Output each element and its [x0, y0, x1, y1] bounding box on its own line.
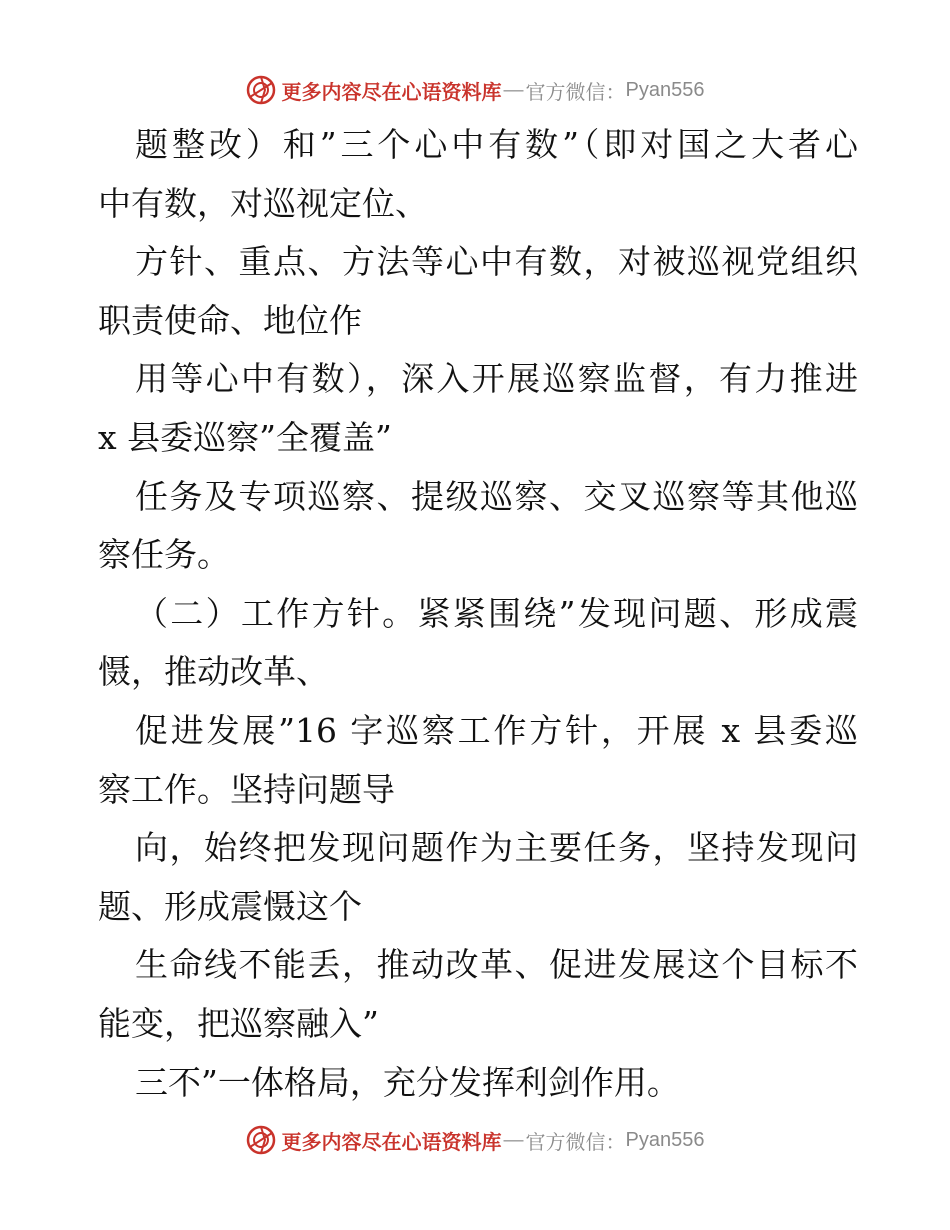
watermark-wechat-id: Pyan556 [625, 1128, 705, 1151]
text-line: 职责使命、地位作 [98, 300, 362, 340]
text-line: 促进发展”16 字巡察工作方针，开展 x 县委巡 [135, 710, 858, 750]
text-line: 三不”一体格局，充分发挥利剑作用。 [135, 1062, 680, 1102]
text-line: x 县委巡察”全覆盖” [98, 417, 392, 457]
document-body [98, 116, 858, 1112]
brand-logo-icon [246, 75, 276, 105]
text-line: 察工作。坚持问题导 [98, 769, 395, 809]
text-line: 方针、重点、方法等心中有数，对被巡视党组织 [135, 242, 858, 282]
text-line: 能变，把巡察融入” [98, 1003, 379, 1043]
footer-watermark [0, 1120, 950, 1160]
watermark-dash: — [503, 1128, 524, 1151]
brand-logo-icon [246, 1125, 276, 1155]
text-line: 察任务。 [98, 535, 230, 575]
text-line: 任务及专项巡察、提级巡察、交叉巡察等其他巡 [135, 476, 858, 516]
text-line: 生命线不能丢，推动改革、促进发展这个目标不 [135, 945, 858, 985]
watermark-brand-text: 更多内容尽在心语资料库 [281, 79, 502, 104]
text-line: 慑，推动改革、 [98, 652, 329, 692]
text-line: （二）工作方针。紧紧围绕”发现问题、形成震 [135, 593, 858, 633]
header-watermark [0, 70, 950, 110]
text-line: 中有数，对巡视定位、 [98, 183, 428, 223]
text-line: 题、形成震慑这个 [98, 886, 362, 926]
text-line: 题整改）和”三个心中有数”（即对国之大者心 [135, 125, 858, 164]
watermark-official-label: 官方微信： [525, 79, 626, 104]
text-line: 向，始终把发现问题作为主要任务，坚持发现问 [135, 828, 858, 868]
watermark-official-label: 官方微信： [525, 1129, 626, 1154]
watermark-dash: — [503, 78, 524, 101]
watermark-brand-text: 更多内容尽在心语资料库 [281, 1129, 502, 1154]
watermark-wechat-id: Pyan556 [625, 78, 705, 101]
text-line: 用等心中有数），深入开展巡察监督，有力推进 [135, 359, 858, 399]
